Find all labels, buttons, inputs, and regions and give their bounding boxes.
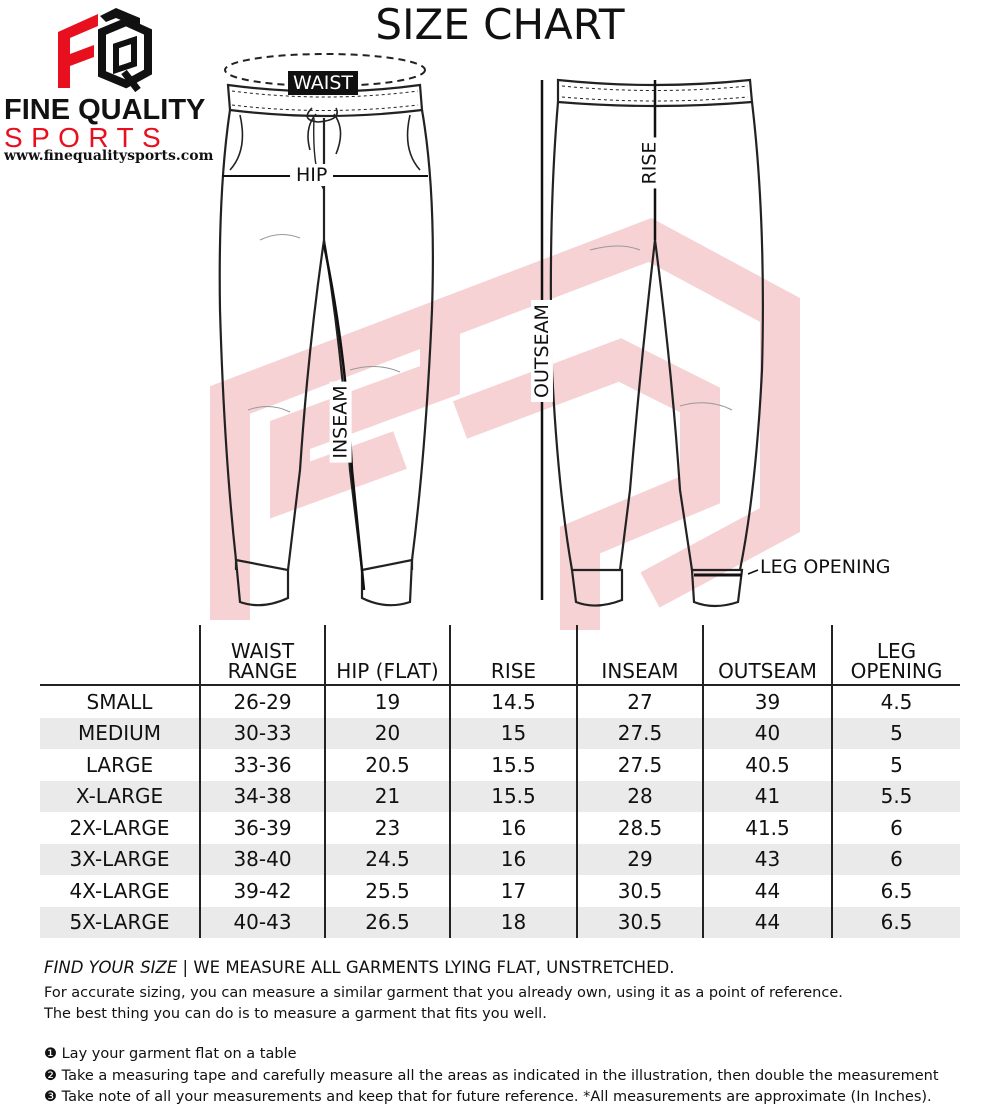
table-cell: 6.5 xyxy=(832,907,960,939)
table-cell: 27.5 xyxy=(577,749,703,781)
table-cell: 39-42 xyxy=(200,875,325,907)
table-cell: 41 xyxy=(703,781,832,813)
find-size-heading xyxy=(44,958,674,977)
waist-label: WAIST xyxy=(288,71,358,95)
table-cell: 16 xyxy=(450,812,577,844)
leg-opening-label: LEG OPENING xyxy=(760,556,891,578)
table-cell: 40 xyxy=(703,718,832,750)
instruction-step: ❶ Lay your garment flat on a table xyxy=(44,1046,297,1062)
table-cell: 6.5 xyxy=(832,875,960,907)
table-row xyxy=(40,844,960,876)
table-header: HIP (FLAT) xyxy=(325,625,450,685)
table-cell: 38-40 xyxy=(200,844,325,876)
table-cell: 5 xyxy=(832,718,960,750)
table-cell: 30-33 xyxy=(200,718,325,750)
table-cell: 6 xyxy=(832,844,960,876)
table-cell: 33-36 xyxy=(200,749,325,781)
table-cell: 15 xyxy=(450,718,577,750)
table-cell: 23 xyxy=(325,812,450,844)
table-cell: 6 xyxy=(832,812,960,844)
table-cell: 14.5 xyxy=(450,685,577,718)
instruction-step: ❷ Take a measuring tape and carefully measure all the areas as indicated in the illustration, then double the measurement xyxy=(44,1068,939,1084)
hip-label: HIP xyxy=(290,164,333,186)
table-cell: 27.5 xyxy=(577,718,703,750)
instruction-paragraph: The best thing you can do is to measure a garment that fits you well. xyxy=(44,1006,547,1022)
table-cell: 19 xyxy=(325,685,450,718)
table-cell: 36-39 xyxy=(200,812,325,844)
table-cell: 21 xyxy=(325,781,450,813)
table-row xyxy=(40,718,960,750)
table-cell: 44 xyxy=(703,907,832,939)
instruction-step: ❸ Take note of all your measurements and keep that for future reference. *All measurements are approximate (In Inches). xyxy=(44,1089,932,1105)
size-label-cell: SMALL xyxy=(86,689,153,714)
table-cell: 28 xyxy=(577,781,703,813)
table-cell: 41.5 xyxy=(703,812,832,844)
table-cell: 20 xyxy=(325,718,450,750)
table-cell: 26.5 xyxy=(325,907,450,939)
outseam-label: OUTSEAM xyxy=(531,300,553,402)
size-label-cell: X-LARGE xyxy=(40,781,200,813)
table-cell: 15.5 xyxy=(450,781,577,813)
table-cell: 24.5 xyxy=(325,844,450,876)
brand-name: FINE QUALITY xyxy=(4,94,206,126)
find-size-text: | WE MEASURE ALL GARMENTS LYING FLAT, UNSTRETCHED. xyxy=(182,958,675,977)
table-cell: 30.5 xyxy=(577,907,703,939)
table-header: RISE xyxy=(450,625,577,685)
table-cell: 28.5 xyxy=(577,812,703,844)
table-cell: 20.5 xyxy=(325,749,450,781)
table-cell: 44 xyxy=(703,875,832,907)
table-header: OUTSEAM xyxy=(703,625,832,685)
table-cell: 5 xyxy=(832,749,960,781)
size-label-cell: 2X-LARGE xyxy=(69,815,170,840)
table-header: LEG OPENING xyxy=(832,625,960,685)
table-cell: 34-38 xyxy=(200,781,325,813)
pants-front-illustration xyxy=(200,50,460,615)
size-label-cell: LARGE xyxy=(85,752,154,777)
table-header xyxy=(40,625,200,685)
table-header: INSEAM xyxy=(577,625,703,685)
table-row xyxy=(40,875,960,907)
table-cell: 5.5 xyxy=(832,781,960,813)
size-label-cell: MEDIUM xyxy=(40,718,200,750)
table-row xyxy=(40,907,960,939)
table-cell: 40.5 xyxy=(703,749,832,781)
table-cell: 4.5 xyxy=(832,685,960,718)
table-cell: 16 xyxy=(450,844,577,876)
table-cell: 25.5 xyxy=(325,875,450,907)
brand-subname: SPORTS xyxy=(4,122,170,153)
table-header: WAIST RANGE xyxy=(200,625,325,685)
instruction-paragraph: For accurate sizing, you can measure a similar garment that you already own, using it as a point of reference. xyxy=(44,985,843,1001)
table-cell: 15.5 xyxy=(450,749,577,781)
find-size-label: FIND YOUR SIZE xyxy=(44,958,178,977)
table-cell: 27 xyxy=(577,685,703,718)
table-cell: 39 xyxy=(703,685,832,718)
table-cell: 40-43 xyxy=(200,907,325,939)
table-cell: 30.5 xyxy=(577,875,703,907)
table-cell: 18 xyxy=(450,907,577,939)
table-cell: 26-29 xyxy=(200,685,325,718)
table-cell: 29 xyxy=(577,844,703,876)
rise-label: RISE xyxy=(638,138,660,189)
brand-url: www.finequalitysports.com xyxy=(4,148,214,164)
table-row xyxy=(40,781,960,813)
size-table xyxy=(40,625,960,938)
table-cell: 17 xyxy=(450,875,577,907)
table-header-row xyxy=(40,625,960,685)
table-row xyxy=(40,749,960,781)
size-label-cell: 4X-LARGE xyxy=(69,878,170,903)
page-title: SIZE CHART xyxy=(375,0,625,49)
size-label-cell: 5X-LARGE xyxy=(40,907,200,939)
inseam-label: INSEAM xyxy=(330,381,352,462)
table-body xyxy=(40,685,960,938)
table-row xyxy=(40,685,960,718)
size-label-cell: 3X-LARGE xyxy=(40,844,200,876)
brand-logo-icon xyxy=(50,2,155,97)
table-row xyxy=(40,812,960,844)
table-cell: 43 xyxy=(703,844,832,876)
